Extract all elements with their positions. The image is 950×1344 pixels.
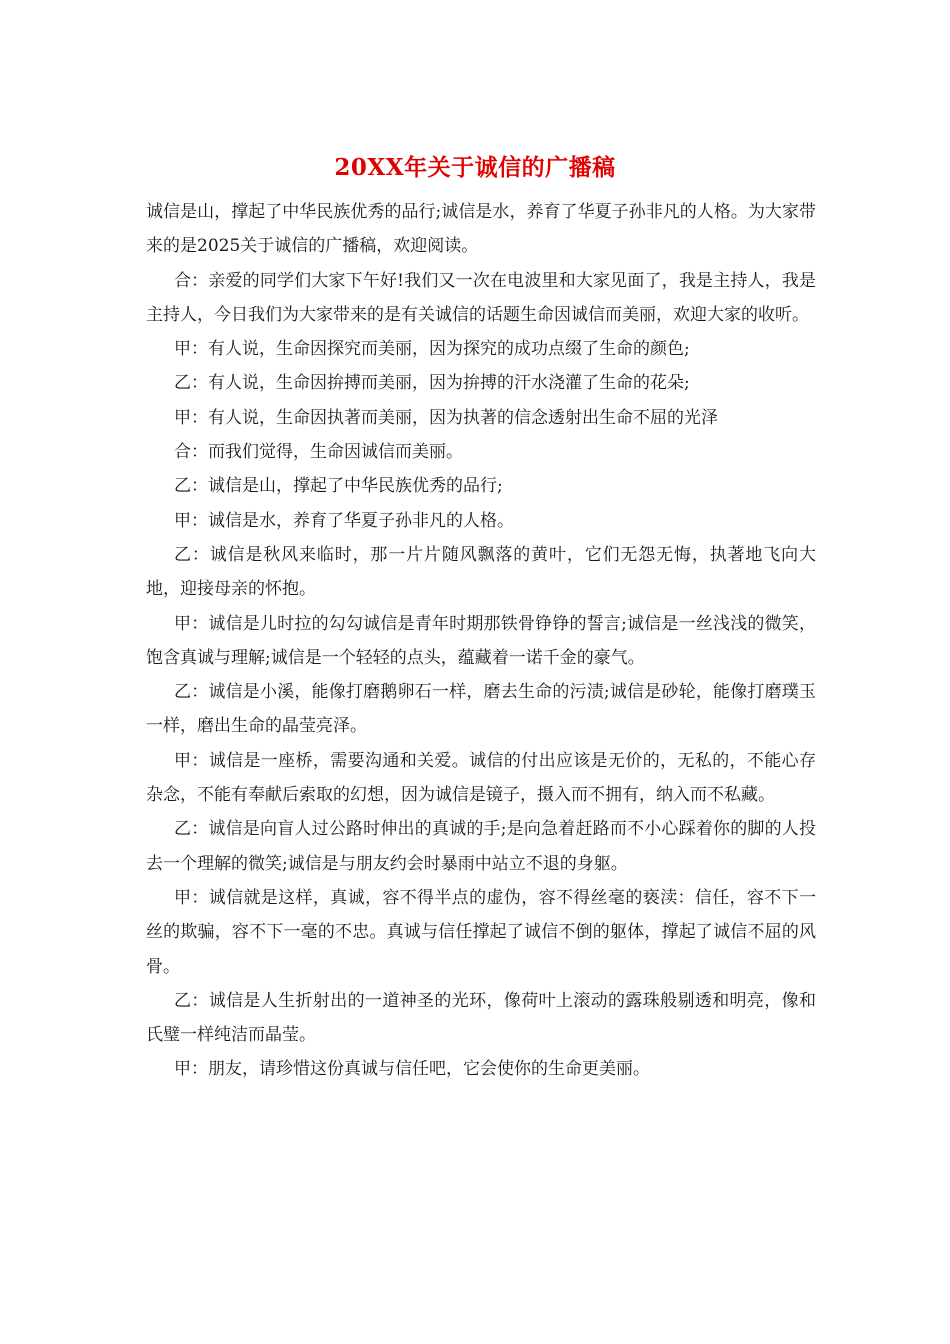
paragraph: 甲：诚信是一座桥，需要沟通和关爱。诚信的付出应该是无价的，无私的，不能心存杂念，不能有奉献后索取的幻想，因为诚信是镜子，摄入而不拥有，纳入而不私藏。 [146, 750, 816, 806]
document-title: 20XX年关于诚信的广播稿 [334, 154, 616, 181]
paragraph: 甲：诚信是水，养育了华夏子孙非凡的人格。 [174, 510, 514, 531]
paragraph: 乙：诚信是秋风来临时，那一片片随风飘落的黄叶，它们无怨无悔，执著地飞向大地，迎接母亲的怀抱。 [146, 544, 816, 600]
paragraph: 乙：诚信是向盲人过公路时伸出的真诚的手;是向急着赶路而不小心踩着你的脚的人投去一个理解的微笑;诚信是与朋友约会时暴雨中站立不退的身躯。 [146, 819, 816, 874]
paragraph: 甲：诚信就是这样，真诚，容不得半点的虚伪，容不得丝毫的亵渎：信任，容不下一丝的欺骗，容不下一毫的不忠。真诚与信任撑起了诚信不倒的躯体，撑起了诚信不屈的风骨。 [146, 887, 816, 977]
paragraph-intro: 诚信是山，撑起了中华民族优秀的品行;诚信是水，养育了华夏子孙非凡的人格。为大家带来的是2025关于诚信的广播稿，欢迎阅读。 [146, 202, 816, 257]
document-body [146, 195, 816, 1087]
paragraph: 乙：诚信是人生折射出的一道神圣的光环，像荷叶上滚动的露珠般剔透和明亮，像和氏璧一样纯洁而晶莹。 [146, 990, 816, 1046]
paragraph: 乙：诚信是小溪，能像打磨鹅卵石一样，磨去生命的污渍;诚信是砂轮，能像打磨璞玉一样，磨出生命的晶莹亮泽。 [146, 682, 816, 737]
paragraph: 甲：有人说，生命因探究而美丽，因为探究的成功点缀了生命的颜色; [174, 339, 690, 360]
paragraph: 甲：诚信是儿时拉的勾勾诚信是青年时期那铁骨铮铮的誓言;诚信是一丝浅浅的微笑，饱含真诚与理解;诚信是一个轻轻的点头，蕴藏着一诺千金的豪气。 [146, 613, 816, 668]
paragraph: 甲：有人说，生命因执著而美丽，因为执著的信念透射出生命不屈的光泽 [174, 407, 718, 428]
paragraph: 甲：朋友，请珍惜这份真诚与信任吧，它会使你的生命更美丽。 [174, 1059, 650, 1080]
paragraph: 乙：诚信是山，撑起了中华民族优秀的品行; [174, 476, 503, 497]
paragraph: 乙：有人说，生命因拚搏而美丽，因为拚搏的汗水浇灌了生命的花朵; [174, 373, 690, 394]
paragraph: 合：亲爱的同学们大家下午好!我们又一次在电波里和大家见面了，我是主持人，我是主持人，今日我们为大家带来的是有关诚信的话题生命因诚信而美丽，欢迎大家的收听。 [146, 270, 816, 325]
paragraph: 合：而我们觉得，生命因诚信而美丽。 [174, 442, 463, 463]
